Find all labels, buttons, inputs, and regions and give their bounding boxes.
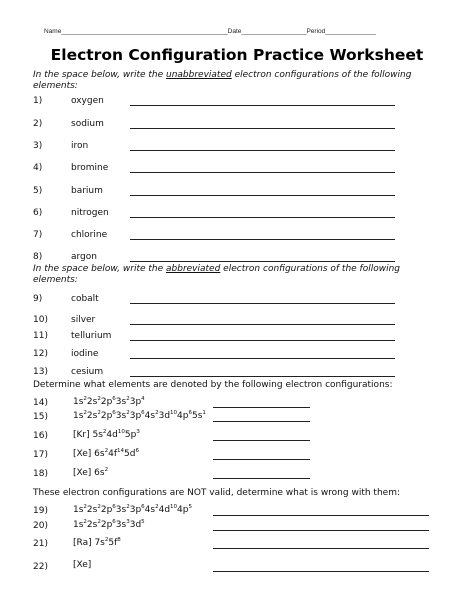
config-term: 4d (106, 430, 118, 440)
config-superscript: 2 (104, 448, 109, 454)
element-name: silver (71, 315, 96, 325)
section2-instr-pre: In the space below, write the (33, 264, 166, 274)
item-number: 9) (33, 294, 43, 304)
config-term: 2s (86, 397, 98, 407)
config-superscript: 6 (141, 504, 145, 510)
answer-line[interactable] (213, 440, 310, 441)
answer-line[interactable] (130, 358, 395, 359)
section4-instructions: These electron configurations are NOT valid, determine what is wrong with them: (33, 488, 400, 498)
answer-line[interactable] (130, 150, 395, 151)
config-superscript: 3 (136, 429, 140, 435)
config-superscript: 4 (141, 396, 145, 402)
answer-line[interactable] (130, 303, 395, 304)
config-superscript: 6 (188, 410, 192, 416)
list-item (33, 506, 453, 520)
list-item (33, 469, 453, 483)
config-term: 1s (73, 397, 84, 407)
item-number: 20) (33, 521, 48, 531)
config-superscript: 6 (141, 410, 145, 416)
answer-line[interactable] (130, 128, 395, 129)
item-number: 4) (33, 163, 43, 173)
list-item (33, 450, 453, 464)
list-item (33, 315, 443, 329)
section1-instructions (33, 70, 443, 92)
config-superscript: 10 (170, 410, 178, 416)
config-superscript: 2 (83, 396, 87, 402)
electron-configuration (73, 410, 206, 421)
electron-configuration (73, 519, 145, 530)
date-blank[interactable]: __________________ (241, 28, 307, 35)
section1-instr-post: electron configurations of the following elements: (33, 70, 412, 91)
item-number: 18) (33, 469, 48, 479)
item-number: 2) (33, 119, 43, 129)
config-term: 3d (129, 520, 142, 530)
config-term: 3d (158, 411, 171, 421)
config-term: 3s (115, 520, 127, 530)
element-name: barium (71, 186, 103, 196)
config-superscript: 8 (117, 537, 121, 543)
list-item (33, 431, 453, 445)
config-superscript: 2 (102, 429, 107, 435)
list-item (33, 96, 443, 110)
config-term: 2p (100, 411, 113, 421)
config-term: 3s (115, 505, 127, 515)
list-item (33, 349, 443, 363)
list-item (33, 294, 443, 308)
list-item (33, 208, 443, 222)
config-term: 4p (177, 505, 189, 515)
item-number: 6) (33, 208, 43, 218)
element-name: sodium (71, 119, 104, 129)
list-item (33, 186, 443, 200)
list-item (33, 119, 443, 133)
item-number: 8) (33, 252, 43, 262)
list-item (33, 412, 453, 426)
config-superscript: 2 (83, 504, 87, 510)
config-term: 5p (124, 430, 137, 440)
answer-line[interactable] (130, 217, 395, 218)
config-term: 4p (177, 411, 189, 421)
item-number: 7) (33, 230, 43, 240)
electron-configuration (73, 429, 140, 440)
config-term: 2p (100, 397, 113, 407)
config-superscript: 2 (104, 537, 109, 543)
config-superscript: 2 (155, 410, 159, 416)
item-number: 13) (33, 367, 48, 377)
config-superscript: 6 (112, 504, 116, 510)
config-superscript: 5 (188, 504, 192, 510)
section1-instr-underlined: unabbreviated (166, 70, 232, 80)
electron-configuration (73, 504, 192, 515)
answer-line[interactable] (130, 172, 395, 173)
answer-line[interactable] (130, 239, 395, 240)
list-item (33, 230, 443, 244)
config-superscript: 6 (112, 396, 116, 402)
config-term: 4d (158, 505, 171, 515)
config-superscript: 6 (135, 448, 139, 454)
element-name: tellurium (71, 331, 112, 341)
electron-configuration (73, 396, 145, 407)
list-item (33, 521, 453, 535)
config-superscript: 2 (126, 396, 130, 402)
config-term: 3s (115, 397, 127, 407)
item-number: 10) (33, 315, 48, 325)
electron-configuration (73, 537, 121, 548)
answer-line[interactable] (130, 376, 395, 377)
electron-configuration (73, 560, 91, 570)
answer-line[interactable] (213, 571, 429, 572)
item-number: 22) (33, 562, 48, 572)
config-term: 1s (73, 505, 84, 515)
student-info-header (44, 28, 376, 35)
config-term: 3p (129, 505, 142, 515)
item-number: 17) (33, 450, 48, 460)
name-blank[interactable]: ______________________________________________ (61, 28, 228, 35)
config-term: 2s (86, 411, 98, 421)
answer-line[interactable] (213, 478, 310, 479)
item-number: 14) (33, 398, 48, 408)
answer-line[interactable] (213, 421, 310, 422)
answer-line[interactable] (213, 515, 429, 516)
config-term: 3p (129, 411, 142, 421)
answer-line[interactable] (130, 105, 395, 106)
period-label: Period (306, 28, 326, 35)
config-superscript: 10 (117, 429, 125, 435)
config-term: 3s (115, 411, 127, 421)
list-item (33, 539, 453, 553)
element-name: iron (71, 141, 89, 151)
item-number: 11) (33, 331, 48, 341)
config-superscript: 2 (83, 410, 87, 416)
config-superscript: 14 (117, 448, 125, 454)
answer-line[interactable] (213, 407, 310, 408)
answer-line[interactable] (130, 340, 395, 341)
config-term: [Xe] 6s (73, 468, 105, 478)
config-superscript: 2 (97, 519, 101, 525)
config-term: 2p (100, 520, 113, 530)
element-name: argon (71, 252, 97, 262)
item-number: 19) (33, 506, 48, 516)
answer-line[interactable] (130, 195, 395, 196)
config-term: 4s (144, 505, 156, 515)
config-term: 5s (192, 411, 203, 421)
config-term: 2s (86, 505, 98, 515)
config-superscript: 5 (141, 519, 145, 525)
config-superscript: 2 (97, 410, 101, 416)
item-number: 5) (33, 186, 43, 196)
config-superscript: 2 (104, 467, 109, 473)
electron-configuration (73, 467, 108, 478)
item-number: 16) (33, 431, 48, 441)
config-term: 5f (108, 538, 118, 548)
config-term: 3p (129, 397, 142, 407)
config-term: [Kr] 5s (73, 430, 103, 440)
section3-instructions: Determine what elements are denoted by the following electron configurations: (33, 380, 393, 390)
date-label: Date (227, 28, 242, 35)
config-term: 4f (108, 449, 118, 459)
config-term: 4s (144, 411, 156, 421)
config-term: 2p (100, 505, 113, 515)
period-blank[interactable]: ______________ (325, 28, 376, 35)
element-name: bromine (71, 163, 109, 173)
answer-line[interactable] (130, 324, 395, 325)
name-label: Name (44, 28, 62, 35)
answer-line[interactable] (130, 261, 395, 262)
config-term: [Xe] 6s (73, 449, 105, 459)
config-term: [Xe] (73, 560, 92, 570)
list-item (33, 141, 443, 155)
element-name: oxygen (71, 96, 104, 106)
element-name: cobalt (71, 294, 99, 304)
element-name: nitrogen (71, 208, 109, 218)
config-superscript: 2 (83, 519, 87, 525)
element-name: chlorine (71, 230, 108, 240)
item-number: 12) (33, 349, 48, 359)
section2-instr-underlined: abbreviated (166, 264, 221, 274)
config-superscript: 10 (170, 504, 178, 510)
page-title: Electron Configuration Practice Worksheet (50, 46, 424, 64)
item-number: 21) (33, 539, 48, 549)
element-name: iodine (71, 349, 99, 359)
list-item (33, 367, 443, 381)
config-superscript: 2 (126, 504, 130, 510)
config-term: 1s (73, 411, 84, 421)
item-number: 1) (33, 96, 43, 106)
list-item (33, 163, 443, 177)
list-item (33, 562, 453, 576)
answer-line[interactable] (213, 530, 429, 531)
answer-line[interactable] (213, 459, 310, 460)
config-superscript: 2 (155, 504, 159, 510)
config-superscript: 2 (126, 410, 130, 416)
list-item (33, 331, 443, 345)
section2-instr-post: electron configurations of the following elements: (33, 264, 401, 285)
config-term: 5d (124, 449, 136, 459)
section1-instr-pre: In the space below, write the (33, 70, 166, 80)
config-superscript: 3 (126, 519, 130, 525)
element-name: cesium (71, 367, 104, 377)
item-number: 15) (33, 412, 48, 422)
electron-configuration (73, 448, 139, 459)
answer-line[interactable] (213, 548, 429, 549)
config-term: 1s (73, 520, 84, 530)
config-superscript: 6 (112, 519, 116, 525)
config-superscript: 1 (202, 410, 206, 416)
config-term: 2s (86, 520, 98, 530)
section2-instructions (33, 264, 443, 286)
config-term: [Ra] 7s (73, 538, 105, 548)
config-superscript: 2 (97, 396, 101, 402)
item-number: 3) (33, 141, 43, 151)
config-superscript: 2 (97, 504, 101, 510)
config-superscript: 6 (112, 410, 116, 416)
